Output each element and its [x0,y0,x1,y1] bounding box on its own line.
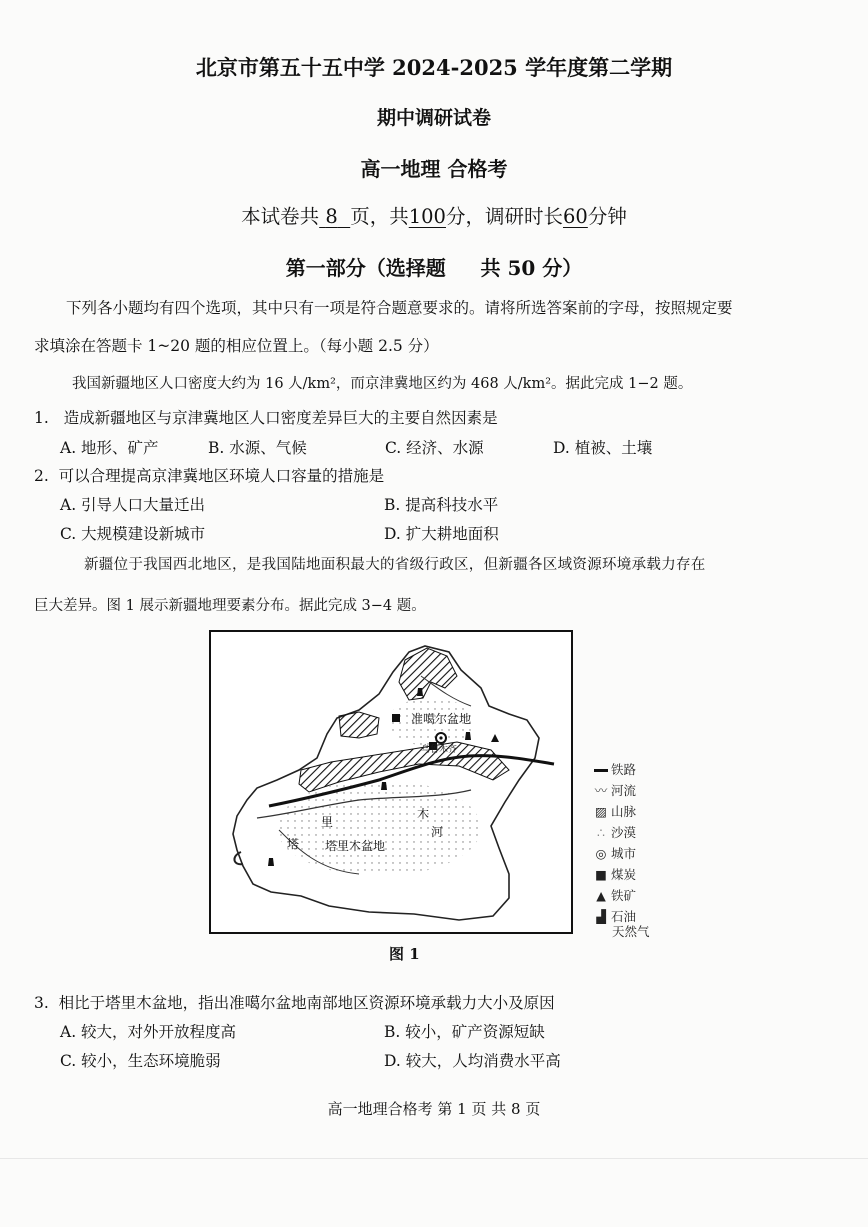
q1-option-b: B. 水源、气候 [208,439,307,457]
label-mu: 木 [417,807,430,821]
figure-caption: 图 1 [389,945,420,963]
legend-railway: 铁路 [594,760,636,778]
q1-option-c: C. 经济、水源 [385,439,484,457]
stem-3-4-line2: 巨大差异。图 1 展示新疆地理要素分布。据此完成 3−4 题。 [34,598,426,614]
river-icon: 〰 [594,783,608,798]
oil-icon: ▟ [596,909,606,924]
stem-3-4-line1: 新疆位于我国西北地区，是我国陆地面积最大的省级行政区，但新疆各区域资源环境承载力存在 [84,557,706,573]
info-suffix: 分钟 [587,205,627,228]
iron-icon: ▲ [596,888,606,903]
mountain-icon: ▨ [595,804,607,819]
city-icon: ◎ [595,846,607,861]
oil-icon [268,858,274,866]
label-li: 里 [321,815,334,829]
label-urumqi: 乌鲁木齐 [421,745,458,755]
question-3: 3. 相比于塔里木盆地，指出准噶尔盆地南部地区资源环境承载力大小及原因 [34,994,555,1012]
info-prefix: 本试卷共 [241,205,320,228]
q3-option-c: C. 较小，生态环境脆弱 [60,1052,221,1070]
school-title: 北京市第五十五中学 2024-2025 学年度第二学期 [195,55,673,80]
total-score: 100 [408,205,446,228]
exam-info [0,201,868,229]
section-title: 第一部分（选择题 共 50 分） [285,256,583,280]
question-1: 1. 造成新疆地区与京津冀地区人口密度差异巨大的主要自然因素是 [34,409,498,427]
oil-icon [381,782,387,790]
legend-mountain: ▨ 山脉 [595,804,637,819]
exam-title: 期中调研试卷 [376,107,491,129]
duration: 60 [562,205,588,228]
legend-river: 〰 河流 [594,783,637,798]
info-mid2: 分，调研时长 [445,205,563,228]
instruction-line1: 下列各小题均有四个选项，其中只有一项是符合题意要求的。请将所选答案前的字母，按照规定要 [66,299,733,317]
desert-icon: ∴ [597,825,605,840]
coal-icon [392,714,400,722]
question-2: 2. 可以合理提高京津冀地区环境人口容量的措施是 [34,467,385,485]
legend-oil: ▟ 石油 [594,907,636,925]
info-mid1: 页，共 [350,205,409,228]
q1-option-d: D. 植被、土壤 [553,439,653,457]
q3-option-d: D. 较大，人均消费水平高 [384,1052,561,1070]
legend-gas: 天然气 [612,924,650,939]
subject-title: 高一地理 合格考 [360,157,508,181]
q2-option-a: A. 引导人口大量迁出 [60,496,206,514]
mountain-west [339,712,379,738]
q3-option-a: A. 较大，对外开放程度高 [60,1023,237,1041]
xinjiang-map [209,630,573,934]
railway-icon [594,762,608,777]
q2-option-b: B. 提高科技水平 [384,496,499,514]
q1-option-a: A. 地形、矿产 [60,439,159,457]
instruction-line2: 求填涂在答题卡 1~20 题的相应位置上。（每小题 2.5 分） [34,337,439,355]
page-divider [0,1158,868,1159]
page-count: 8 [325,205,338,228]
label-he: 河 [431,825,444,839]
city-icon-dot [439,736,442,739]
legend-iron: ▲ 铁矿 [594,886,636,904]
oil-icon [465,732,471,740]
oil-icon [417,688,423,696]
legend-coal: ■ 煤炭 [595,867,637,882]
label-tarim: 塔里木盆地 [325,839,386,853]
legend-desert: ∴ 沙漠 [594,823,636,841]
q2-option-c: C. 大规模建设新城市 [60,525,206,543]
q2-option-d: D. 扩大耕地面积 [384,525,499,543]
label-junggar: 准噶尔盆地 [411,712,472,726]
q3-option-b: B. 较小，矿产资源短缺 [384,1023,545,1041]
label-ta: 塔 [287,837,300,851]
coal-icon: ■ [595,867,607,882]
page-footer: 高一地理合格考 第 1 页 共 8 页 [327,1100,541,1118]
stem-1-2: 我国新疆地区人口密度大约为 16 人/km²，而京津冀地区约为 468 人/km²。据此完成 1−2 题。 [72,376,693,392]
legend-city: ◎ 城市 [595,846,637,861]
